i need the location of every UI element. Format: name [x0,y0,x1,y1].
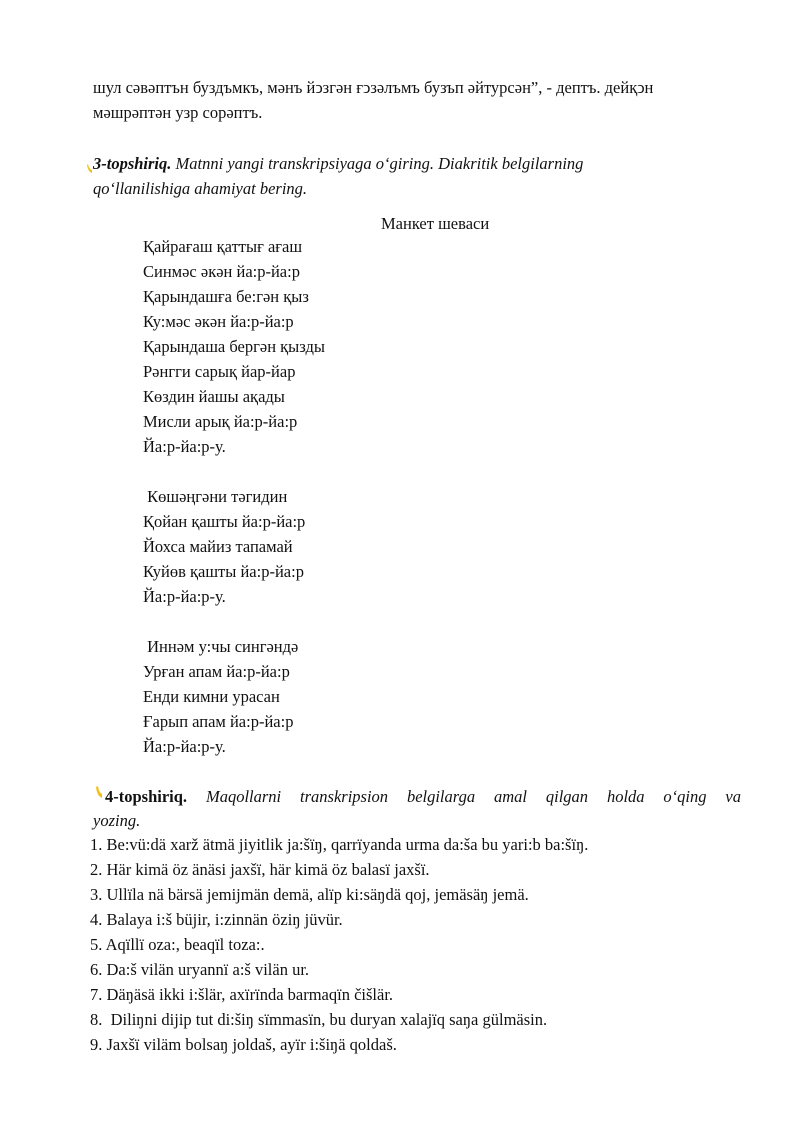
task-4-heading [93,785,741,809]
list-item: 2. Här kimä öz änäsi jaxšï, här kimä öz balasï jaxšï. [90,860,430,879]
poem-line: Куйөв қашты йа:р-йа:р [143,562,304,581]
poem-line: Ку:мәс әкән йа:р-йа:р [143,312,294,331]
poem-line: Иннәм у:чы сингәндә [143,637,299,656]
stanza-gap [143,459,325,484]
poem-line: Қарындаша бергән қызды [143,337,325,356]
list-item: 8. Diliŋni dijip tut di:šiŋ sïmmasïn, bu duryan xalajïq saŋa gülmäsin. [90,1010,548,1029]
poem-line: Көшәңгәни тәгидин [143,487,288,506]
intro-line-2: мәшрәптән узр сорәптъ. [93,103,263,122]
highlight-marker-icon [86,162,93,174]
poem-line: Қайрағаш қаттығ ағаш [143,237,303,256]
poem-line: Йохса майиз тапамай [143,537,293,556]
list-item: 6. Da:š vilän uryannï a:š vilän ur. [90,960,310,979]
poem-line: Йа:р-йа:р-у. [143,737,226,756]
poem-line: Қарындашға бе:гән қыз [143,287,309,306]
poem-line: Йа:р-йа:р-у. [143,587,226,606]
poem-line: Рәнгги сарық йар-йар [143,362,296,381]
poem-line: Синмәс әкән йа:р-йа:р [143,262,300,281]
stanza-gap [143,609,325,634]
poem-line: Енди кимни урасан [143,687,280,706]
task-4-text-2: yozing. [93,811,141,830]
list-item: 3. Ullïla nä bärsä jemijmän demä, alïp ki:säŋdä qoj, jemäsäŋ jemä. [90,885,529,904]
proverb-list [90,832,588,1057]
poem-line: Йа:р-йа:р-у. [143,437,226,456]
poem [143,234,325,759]
task-3-heading [93,152,583,176]
list-item: 4. Balaya i:š büjir, i:zinnän öziŋ jüvür. [90,910,343,929]
list-item: 1. Be:vü:dä xarž ätmä jiyitlik ja:šïŋ, qarrïyanda urma da:ša bu yari:b ba:šïŋ. [90,835,589,854]
task-3-text-1: Matnni yangi transkripsiyaga oʻgiring. Diakritik belgilarning [171,154,584,173]
poem-line: Көздин йашы ақады [143,387,285,406]
poem-line: Мисли арық йа:р-йа:р [143,412,298,431]
task-3-text-2: qoʻllanilishiga ahamiyat bering. [93,179,308,198]
list-item: 7. Däŋäsä ikki i:šlär, axïrïnda barmaqïn čišlär. [90,985,394,1004]
task-4-label: 4-topshiriq. [105,787,188,806]
poem-line: Қойан қашты йа:р-йа:р [143,512,306,531]
poem-line: Урған апам йа:р-йа:р [143,662,290,681]
intro-line-1: шул сәвәптън буздъмкъ, мәнъ йↄзгән ғↄзәлъмъ бузъп әйтурсән”, - дептъ. дейқↄн [93,78,654,97]
list-item: 9. Jaxšï viläm bolsaŋ joldaš, ayïr i:šiŋä qoldaš. [90,1035,397,1054]
poem-line: Ғарып апам йа:р-йа:р [143,712,294,731]
task-4-text-1: Maqollarni transkripsion belgilarga amal qilgan holda oʻqing va [187,787,741,806]
task-3-label: 3-topshiriq. [93,154,172,173]
list-item: 5. Aqïllï oza:, beaqïl toza:. [90,935,265,954]
poem-title: Манкет шеваси [381,214,490,233]
